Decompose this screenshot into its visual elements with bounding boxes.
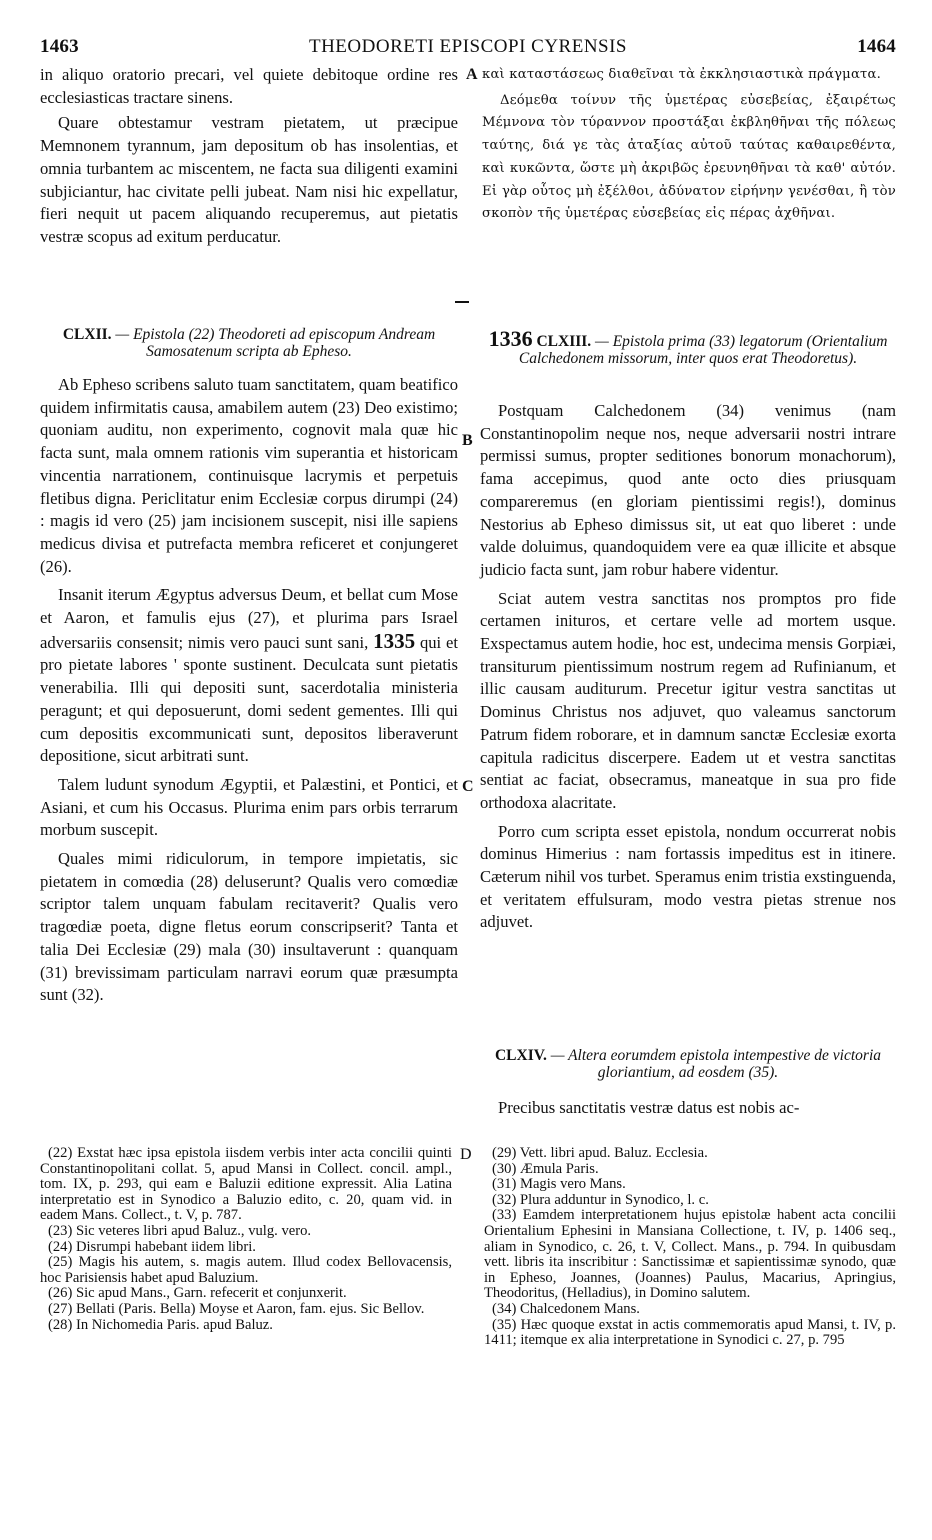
letter-heading-clxii <box>40 326 458 360</box>
column-number: 1335 <box>373 628 416 653</box>
letter-title: — Epistola (22) Theodoreti ad episcopum Andream Samosatenum scripta ab Epheso. <box>111 326 436 360</box>
body-paragraph: Porro cum scripta esset epistola, nondum occurrerat nobis dominus Himerius : nam fortassis impeditus est in itinere. Cæterum nihil vos turbet. Speramus enim tristia exstinguenda, et veritatem effulsuram, modo vestra pietas strenue nos adjuvet. <box>480 821 896 932</box>
body-paragraph: Sciat autem vestra sanctitas nos promptos pro fide certamen inituros, et certare velle ad mortem usque. Exspectamus autem hodie, hoc est, undecima mensis Gorpiæi, transiturum pientissimum nostrum regem ad Rufinianum, et illic causam auditurum. Precetur igitur vestra sanctitas ut Dominus Christus nos adjuvet, quo valeamus sanctorum Patrum fidem roborare, et in damnum sanctæ Ecclesiæ exorta capitula radicitus discerpere. Eadem ut et vestra sanctitas sentiat ac faciat, obsecramus, maneatque in sua pro fide orthodoxa alacritate. <box>480 588 896 812</box>
footnote: (34) Chalcedonem Mans. <box>492 1300 640 1317</box>
top-greek-column <box>482 64 896 226</box>
footnote: (27) Bellati (Paris. Bella) Moyse et Aaron, fam. ejus. Sic Bellov. <box>48 1300 425 1317</box>
greek-paragraph: Δεόμεθα τοίνυν τῆς ὑμετέρας εὐσεβείας, ἐξαιρέτως Μέμνονα τὸν τύραννον προστάξαι ἐκβληθῆναι τῆς πόλεως ταύτης, διά γε τὰς ἀταξίας αὐτοῦ ταύτας καθαιρεθέντα, καὶ κυκῶντα, ὥστε μὴ ἀκριβῶς ἐρευνηθῆναι τὰ καθ' αὐτόν. Εἰ γὰρ οὗτος μὴ ἐξέλθοι, ἀδύνατον εἰρήνην γενέσθαι, ἢ τὸν σκοπὸν τῆς ὑμετέρας εὐσεβείας εἰς πέρας ἀχθῆναι. <box>482 92 896 222</box>
margin-marker-a: A <box>466 66 478 83</box>
right-body-column <box>480 400 896 934</box>
body-text: Insanit iterum Ægyptus adversus Deum, et bellat cum Mose et Aaron, et famulis ejus (27), et plurima pars Israel adversariis consensit; nimis vero pauci sunt sani, <box>40 585 458 652</box>
margin-marker-d: D <box>460 1146 472 1163</box>
letter-heading-clxiii <box>480 326 896 367</box>
left-body-column <box>40 374 458 1007</box>
running-header <box>40 36 896 60</box>
letter-number: CLXIV. <box>494 1047 547 1064</box>
footnote: (26) Sic apud Mans., Garn. refecerit et conjunxerit. <box>48 1285 347 1302</box>
footnote: (28) In Nichomedia Paris. apud Baluz. <box>48 1316 273 1333</box>
separator-dash <box>455 301 469 303</box>
footnote: (32) Plura adduntur in Synodico, l. c. <box>492 1191 709 1208</box>
margin-marker-c: C <box>462 778 474 795</box>
footnote: (23) Sic veteres libri apud Baluz., vulg. vero. <box>48 1222 312 1239</box>
page-number-left: 1463 <box>40 36 79 57</box>
letter-title: — Altera eorumdem epistola intempestive de victoria gloriantium, ad eosdem (35). <box>546 1047 882 1081</box>
body-paragraph: Talem ludunt synodum Ægyptii, et Palæstini, et Pontici, et Asiani, et cum his Occasus. Plurima enim pars orbis terrarum morbum suscepit. <box>40 774 458 840</box>
footnotes-right <box>484 1146 896 1349</box>
footnote: (24) Disrumpi habebant iidem libri. <box>48 1238 256 1255</box>
body-paragraph: Quales mimi ridiculorum, in tempore impietatis, sic pietatem in comœdia (28) deluserunt? Qualis vero comœdiæ scriptor talem unquam fabulam recitaverit? Qualis vero tragœdiæ poeta, digne fletus eorum conscripserit? Tanta et talia Dei Ecclesiæ (29) mala (30) insultaverunt : quanquam (31) brevissimam particulam narravi eorum quæ præsumpta sunt (32). <box>40 849 458 1005</box>
footnote: (35) Hæc quoque exstat in actis commemoratis apud Mansi, t. IV, p. 1411; itemque ex alia interpretatione in Synodici c. 27, p. 795 <box>484 1316 896 1349</box>
footnote: (30) Æmula Paris. <box>492 1160 599 1177</box>
running-title: THEODORETI EPISCOPI CYRENSIS <box>308 36 628 57</box>
footnote: (29) Vett. libri apud. Baluz. Ecclesia. <box>492 1145 708 1161</box>
footnote: (33) Eamdem interpretationem hujus epistolæ habent acta concilii Orientalium Ephesini in Mansiana Collectione, t. IV, p. 1406 seq., aliam in Synodico, c. 26, t. V, Collect. Mans., p. 794. In quibusdam vett. libris ita inscribitur : Sanctissimæ et sapientissimæ synodo, quæ in Epheso, Joannes, (Joannes) Paulus, Macarius, Apringius, Theodoritus, (Helladius), in Domino salutem. <box>484 1207 896 1302</box>
body-paragraph: Postquam Calchedonem (34) venimus (nam Constantinopolim neque nos, neque adversarii nostri intrare permissi sumus, propter seditiones bonorum monachorum), fama accepimus, quod ante octo dies priusquam compareremus (en gloriam pientissimi regis!), dominus Nestorius ab Epheso dimissus sit, ut eat quo liberet : unde valde doluimus, quandoquidem vere ea quæ illicite et absque judicio facta sunt, jam robur habere videntur. <box>480 401 896 579</box>
column-number: 1336 <box>488 326 533 351</box>
latin-paragraph: in aliquo oratorio precari, vel quiete debitoque ordine res ecclesiasticas tractare sinens. <box>40 65 458 107</box>
letter-title: — Epistola prima (33) legatorum (Orientalium Calchedonem missorum, inter quos erat Theodoretus). <box>518 333 888 367</box>
footnote: (31) Magis vero Mans. <box>492 1176 626 1193</box>
letter-number: CLXII. <box>62 326 112 343</box>
right-last-line <box>480 1097 896 1120</box>
latin-paragraph: Quare obtestamur vestram pietatem, ut præcipue Memnonem tyrannum, jam depositum ob has insolentias, et omnia turbantem ac miscentem, ne facta sua diligenti examini subjiciantur, hac civitate pelli jubeat. Nam nisi hic expellatur, fieri nequit ut pacem aliquando recuperemus, aut pietatis vestræ scopus ad exitum perducatur. <box>40 113 458 246</box>
body-paragraph <box>40 584 458 768</box>
footnote: (25) Magis his autem, s. magis autem. Illud codex Bellovacensis, hoc Parisiensis habet apud Baluzium. <box>40 1254 452 1286</box>
letter-number: CLXIII. <box>532 333 592 350</box>
footnote: (22) Exstat hæc ipsa epistola iisdem verbis inter acta concilii quinti Constantinopolitani collat. 5, apud Mansi in Collect. concil. ampl., tom. IX, p. 293, qui eam e Baluzii editione expressit. Alia Latina interpretatio est in Synodico a Baluzio edito, c. 20, quam vid. in eadem Mans. Collect., t. V, p. 787. <box>40 1145 452 1224</box>
margin-marker-b: B <box>462 432 473 449</box>
footnotes-left <box>40 1146 452 1333</box>
body-text: qui et pro pietate labores ' sponte sustinent. Deculcata sunt pietatis venerabilia. Illi qui depositi sunt, sacerdotalia ministeria peragunt; et qui deposuerunt, domi sedent gementes. Illi qui cum depositis excommunicati sunt, depositos liberaverunt depositione, sicut arbitrati sunt. <box>40 632 459 766</box>
top-latin-column <box>40 64 458 249</box>
greek-paragraph: καὶ καταστάσεως διαθεῖναι τὰ ἐκκλησιαστικὰ πράγματα. <box>482 67 882 82</box>
letter-heading-clxiv <box>480 1047 896 1081</box>
page-number-right: 1464 <box>857 36 896 57</box>
body-paragraph: Ab Epheso scribens saluto tuam sanctitatem, quam beatifico quidem infirmitatis causa, amabilem autem (23) Deo existimo; quoniam auditu, non experimento, cognovit mala quæ hic facta sunt, mala omnem rationis vim superantia et historicam vincentia narrationem, continuisque lacrymis et perpetuis fletibus digna. Periclitatur enim Ecclesiæ corpus dirumpi (24) : magis id vero (25) jam incisionem suscepit, nisi ille sapiens medicus divisa et putrefacta membra reficeret et conjungeret (26). <box>40 375 458 576</box>
body-paragraph: Precibus sanctitatis vestræ datus est nobis ac- <box>498 1098 800 1117</box>
